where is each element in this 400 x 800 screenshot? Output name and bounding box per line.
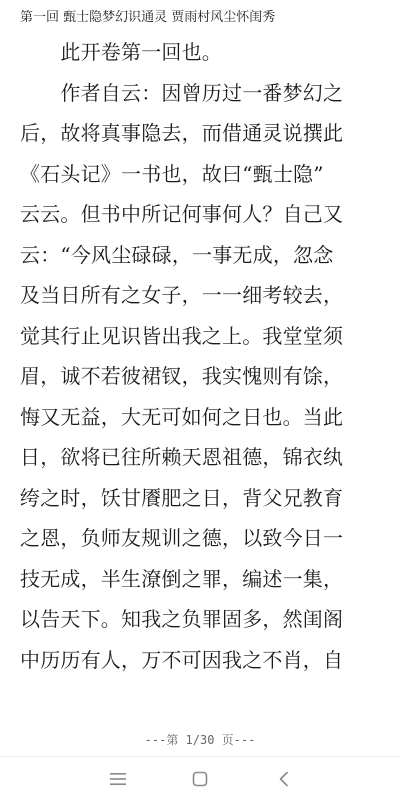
text-line: 日，欲将已往所赖天恩祖德，锦衣纨 bbox=[20, 445, 344, 469]
home-button[interactable] bbox=[170, 757, 230, 800]
text-line: 技无成，半生潦倒之罪，编述一集， bbox=[20, 566, 344, 591]
text-line: 眉，诚不若彼裙钗，我实愧则有馀， bbox=[20, 364, 344, 388]
menu-icon bbox=[109, 772, 127, 786]
text-line: 绔之时，饫甘餍肥之日，背父兄教育 bbox=[20, 485, 344, 510]
back-button[interactable] bbox=[254, 757, 314, 800]
text-line: 中历历有人，万不可因我之不肖，自 bbox=[20, 647, 344, 672]
text-line: 云云。但书中所记何事何人？自己又 bbox=[20, 202, 344, 226]
text-line: 以告天下。知我之负罪固多，然闺阁 bbox=[20, 607, 344, 631]
recent-apps-button[interactable] bbox=[88, 757, 148, 800]
text-line: 作者自云：因曾历过一番梦幻之 bbox=[20, 80, 344, 105]
system-navigation-bar bbox=[0, 756, 400, 800]
chapter-title: 第一回 甄士隐梦幻识通灵 贾雨村风尘怀闺秀 bbox=[20, 10, 276, 25]
text-line: 悔又无益，大无可如何之日也。当此 bbox=[20, 404, 344, 429]
page-body bbox=[20, 32, 380, 712]
text-line: 及当日所有之女子，一一细考较去， bbox=[20, 283, 344, 307]
text-line: 云：“今风尘碌碌，一事无成，忽念 bbox=[20, 242, 334, 267]
home-icon bbox=[192, 771, 208, 787]
page-indicator: ---第 1/30 页--- bbox=[144, 733, 256, 747]
back-icon bbox=[277, 771, 291, 787]
text-line: 后，故将真事隐去，而借通灵说撰此 bbox=[20, 121, 344, 145]
text-line: 觉其行止见识皆出我之上。我堂堂须 bbox=[20, 323, 344, 348]
text-line: 此开卷第一回也。 bbox=[20, 40, 222, 64]
reader-header bbox=[0, 0, 400, 34]
text-line: 之恩，负师友规训之德，以致今日一 bbox=[20, 526, 344, 550]
text-line: 《石头记》一书也，故曰“甄士隐” bbox=[20, 161, 324, 186]
